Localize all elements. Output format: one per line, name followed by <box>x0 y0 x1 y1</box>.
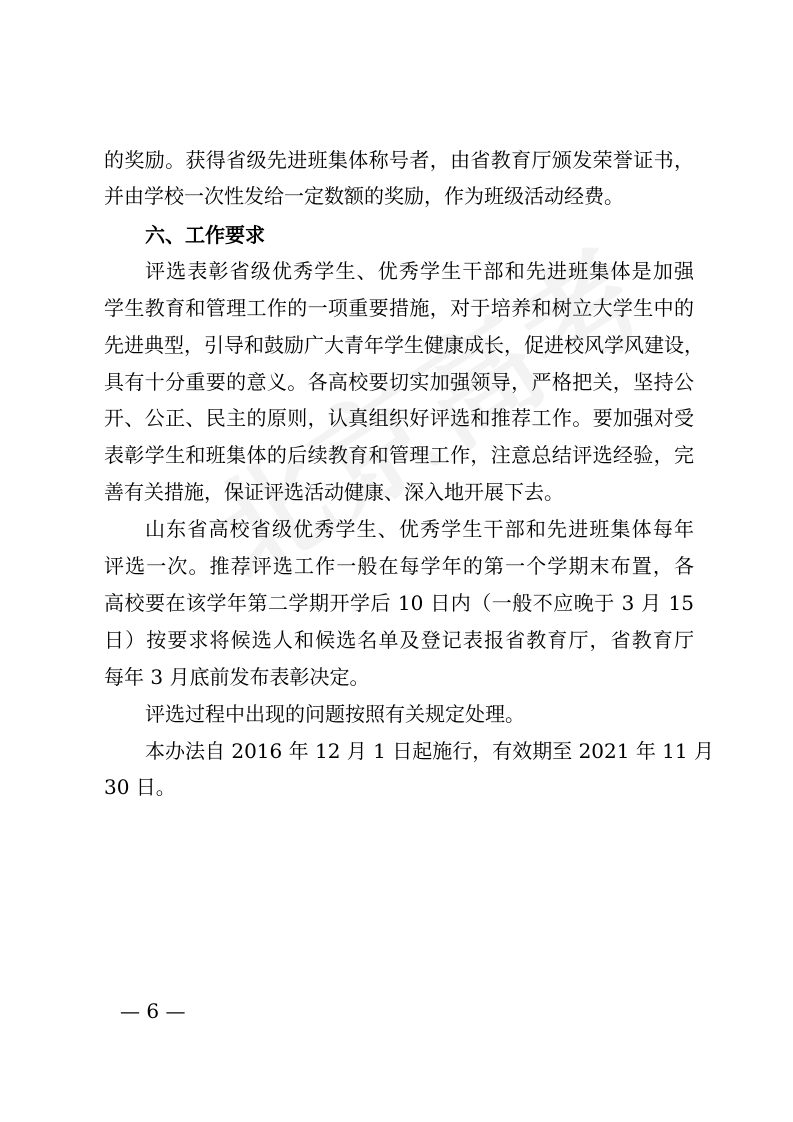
text-line: 并由学校一次性发给一定数额的奖励，作为班级活动经费。 <box>104 184 624 208</box>
text-line: 30 日。 <box>104 775 176 799</box>
text-line: 每年 3 月底前发布表彰决定。 <box>104 665 370 689</box>
page-number: — 6 — <box>120 999 186 1023</box>
text-line: 学生教育和管理工作的一项重要措施，对于培养和树立大学生中的 <box>104 296 694 320</box>
text-line: 的奖励。获得省级先进班集体称号者，由省教育厅颁发荣誉证书， <box>104 148 694 172</box>
text-line: 本办法自 2016 年 12 月 1 日起施行，有效期至 2021 年 11 月 <box>145 739 714 763</box>
text-line: 具有十分重要的意义。各高校要切实加强领导，严格把关，坚持公 <box>104 370 694 394</box>
text-line: 日）按要求将候选人和候选名单及登记表报省教育厅，省教育厅 <box>104 628 694 652</box>
paragraph-issues: 评选过程中出现的问题按照有关规定处理。 <box>145 702 525 726</box>
text-line: 善有关措施，保证评选活动健康、深入地开展下去。 <box>104 480 564 504</box>
section-heading: 六、工作要求 <box>145 223 265 247</box>
text-line: 评选一次。推荐评选工作一般在每学年的第一个学期末布置，各 <box>104 554 694 578</box>
text-line: 表彰学生和班集体的后续教育和管理工作，注意总结评选经验，完 <box>104 443 694 467</box>
text-line: 评选表彰省级优秀学生、优秀学生干部和先进班集体是加强 <box>145 259 694 283</box>
text-line: 先进典型，引导和鼓励广大青年学生健康成长，促进校风学风建设， <box>104 333 704 357</box>
text-line: 开、公正、民主的原则，认真组织好评选和推荐工作。要加强对受 <box>104 406 694 430</box>
text-line: 高校要在该学年第二学期开学后 10 日内（一般不应晚于 3 月 15 <box>104 591 694 615</box>
text-line: 山东省高校省级优秀学生、优秀学生干部和先进班集体每年 <box>145 517 694 541</box>
